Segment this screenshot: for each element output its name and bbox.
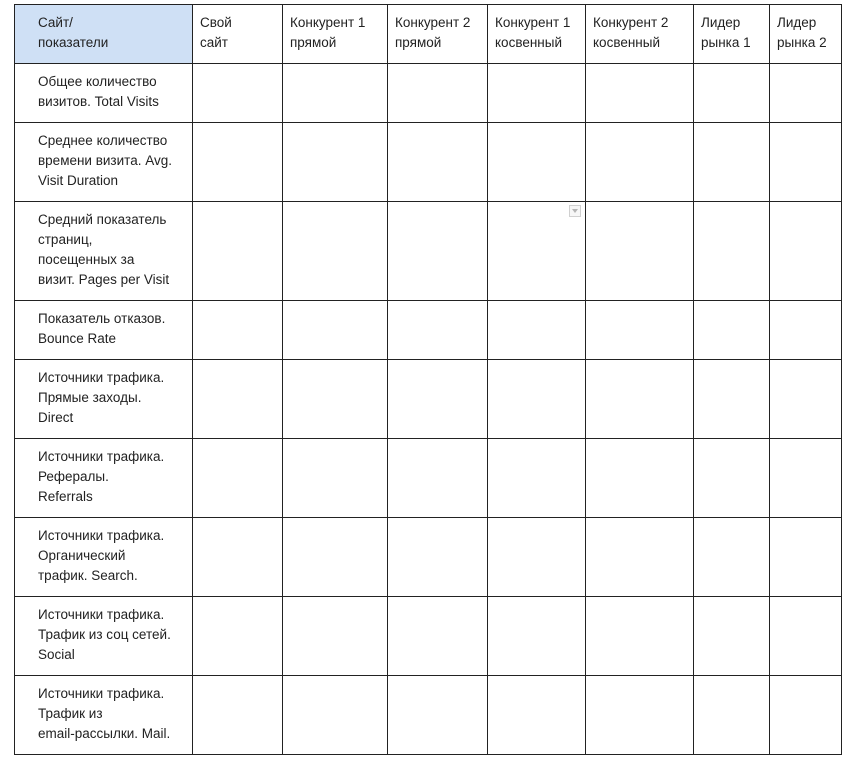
table-cell[interactable]: [586, 202, 694, 301]
table-cell[interactable]: [770, 597, 842, 676]
table-row: [15, 64, 842, 123]
table-row: [15, 202, 842, 301]
header-market-leader-2[interactable]: Лидер рынка 2: [770, 5, 842, 64]
table-cell[interactable]: [193, 202, 283, 301]
row-label-bounce-rate[interactable]: Показатель отказов. Bounce Rate: [15, 301, 193, 360]
table-cell[interactable]: [488, 597, 586, 676]
table-cell[interactable]: [770, 123, 842, 202]
table-cell[interactable]: [388, 597, 488, 676]
table-cell-with-dropdown[interactable]: [488, 202, 586, 301]
table-cell[interactable]: [193, 360, 283, 439]
table-row: [15, 360, 842, 439]
table-cell[interactable]: [488, 439, 586, 518]
row-label-total-visits[interactable]: Общее количество визитов. Total Visits: [15, 64, 193, 123]
table-cell[interactable]: [694, 676, 770, 755]
table-cell[interactable]: [586, 676, 694, 755]
table-cell[interactable]: [283, 360, 388, 439]
header-competitor-2-indirect[interactable]: Конкурент 2 косвенный: [586, 5, 694, 64]
table-cell[interactable]: [694, 123, 770, 202]
table-cell[interactable]: [488, 676, 586, 755]
table-row: [15, 123, 842, 202]
table-cell[interactable]: [193, 676, 283, 755]
table-cell[interactable]: [283, 202, 388, 301]
table-cell[interactable]: [388, 676, 488, 755]
table-cell[interactable]: [388, 64, 488, 123]
table-cell[interactable]: [770, 360, 842, 439]
table-cell[interactable]: [283, 123, 388, 202]
table-row: [15, 301, 842, 360]
table-cell[interactable]: [283, 64, 388, 123]
table-cell[interactable]: [694, 301, 770, 360]
table-cell[interactable]: [283, 439, 388, 518]
table-cell[interactable]: [388, 301, 488, 360]
table-cell[interactable]: [283, 518, 388, 597]
table-row: [15, 518, 842, 597]
header-competitor-1-indirect[interactable]: Конкурент 1 косвенный: [488, 5, 586, 64]
header-competitor-2-direct[interactable]: Конкурент 2 прямой: [388, 5, 488, 64]
header-competitor-1-direct[interactable]: Конкурент 1 прямой: [283, 5, 388, 64]
table-cell[interactable]: [488, 301, 586, 360]
table-cell[interactable]: [283, 676, 388, 755]
table-cell[interactable]: [388, 123, 488, 202]
table-row: [15, 439, 842, 518]
table-cell[interactable]: [694, 518, 770, 597]
table-cell[interactable]: [770, 518, 842, 597]
table-cell[interactable]: [193, 123, 283, 202]
table-cell[interactable]: [770, 676, 842, 755]
table-cell[interactable]: [193, 301, 283, 360]
table-cell[interactable]: [586, 301, 694, 360]
table-row: [15, 597, 842, 676]
row-label-traffic-search[interactable]: Источники трафика. Органический трафик. Search.: [15, 518, 193, 597]
row-label-traffic-social[interactable]: Источники трафика. Трафик из соц сетей. Social: [15, 597, 193, 676]
table-cell[interactable]: [694, 202, 770, 301]
table-cell[interactable]: [283, 301, 388, 360]
table-cell[interactable]: [488, 64, 586, 123]
table-cell[interactable]: [388, 360, 488, 439]
table-cell[interactable]: [193, 518, 283, 597]
table-cell[interactable]: [488, 360, 586, 439]
table-cell[interactable]: [770, 202, 842, 301]
table-cell[interactable]: [694, 360, 770, 439]
row-label-traffic-referrals[interactable]: Источники трафика. Рефералы. Referrals: [15, 439, 193, 518]
table-cell[interactable]: [388, 518, 488, 597]
row-label-traffic-direct[interactable]: Источники трафика. Прямые заходы. Direct: [15, 360, 193, 439]
table-cell[interactable]: [193, 64, 283, 123]
table-cell[interactable]: [488, 518, 586, 597]
row-label-avg-visit-duration[interactable]: Среднее количество времени визита. Avg. Visit Duration: [15, 123, 193, 202]
table-cell[interactable]: [770, 439, 842, 518]
table-cell[interactable]: [193, 597, 283, 676]
table-cell[interactable]: [586, 518, 694, 597]
table-cell[interactable]: [488, 123, 586, 202]
table-cell[interactable]: [586, 597, 694, 676]
table-cell[interactable]: [694, 439, 770, 518]
table-cell[interactable]: [388, 202, 488, 301]
header-row: [15, 5, 842, 64]
table-cell[interactable]: [694, 597, 770, 676]
table-cell[interactable]: [586, 64, 694, 123]
table-cell[interactable]: [586, 439, 694, 518]
table-cell[interactable]: [586, 123, 694, 202]
table-cell[interactable]: [770, 64, 842, 123]
row-label-traffic-mail[interactable]: Источники трафика. Трафик из email-рассылки. Mail.: [15, 676, 193, 755]
header-market-leader-1[interactable]: Лидер рынка 1: [694, 5, 770, 64]
table-cell[interactable]: [694, 64, 770, 123]
dropdown-arrow-icon[interactable]: [569, 205, 581, 217]
comparison-table: [14, 4, 842, 755]
header-own-site[interactable]: Свой сайт: [193, 5, 283, 64]
table-cell[interactable]: [586, 360, 694, 439]
table-cell[interactable]: [193, 439, 283, 518]
header-corner-cell[interactable]: Сайт/ показатели: [15, 5, 193, 64]
table-cell[interactable]: [388, 439, 488, 518]
table-row: [15, 676, 842, 755]
table-cell[interactable]: [770, 301, 842, 360]
table-cell[interactable]: [283, 597, 388, 676]
row-label-pages-per-visit[interactable]: Средний показатель страниц, посещенных за визит. Pages per Visit: [15, 202, 193, 301]
